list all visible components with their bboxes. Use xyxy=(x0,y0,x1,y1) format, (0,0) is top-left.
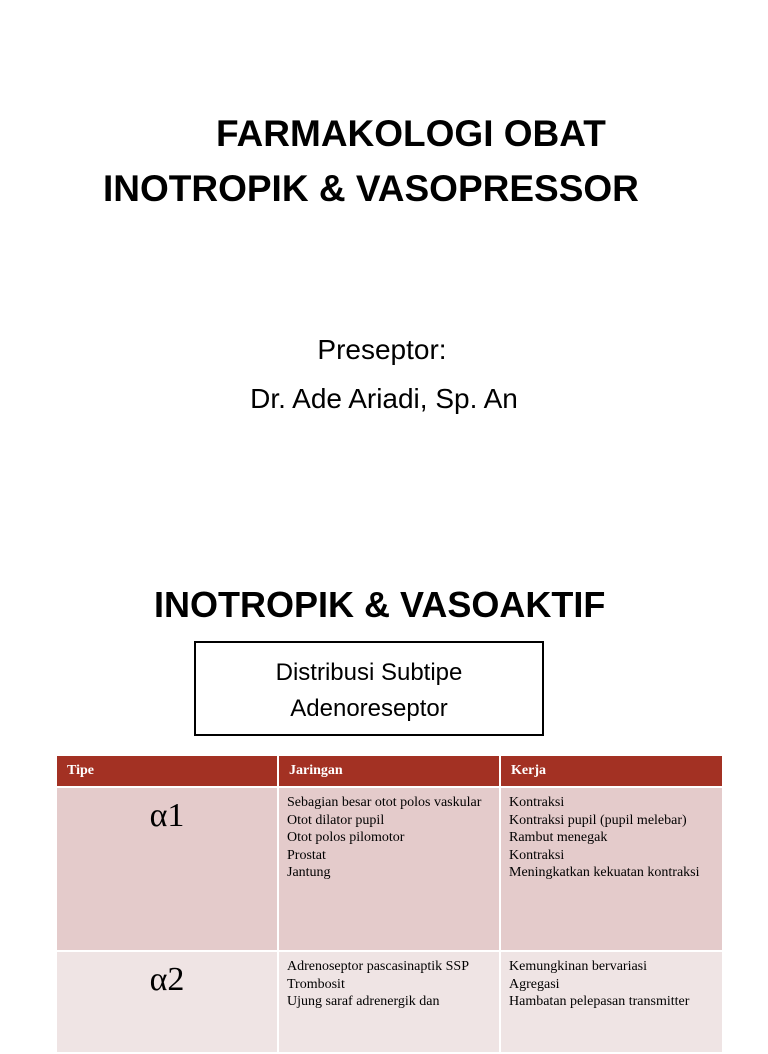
kerja-item: Hambatan pelepasan transmitter xyxy=(509,994,690,1009)
header-tipe: Tipe xyxy=(57,756,277,786)
header-jaringan: Jaringan xyxy=(279,756,499,786)
title-line-2: INOTROPIK & VASOPRESSOR xyxy=(103,168,639,209)
kerja-item: Kontraksi xyxy=(509,795,565,810)
kerja-item: Kontraksi pupil (pupil melebar) xyxy=(509,812,687,828)
subtitle-line-1: Distribusi Subtipe xyxy=(275,659,463,686)
jaringan-item: Sebagian besar otot polos vaskular xyxy=(287,795,482,810)
jaringan-cell xyxy=(279,788,499,950)
table-row xyxy=(57,952,722,1052)
jaringan-item: Trombosit xyxy=(287,976,345,992)
kerja-item: Kontraksi xyxy=(509,847,565,863)
jaringan-item: Prostat xyxy=(287,847,326,863)
kerja-item: Meningkatkan kekuatan kontraksi xyxy=(509,865,700,880)
jaringan-item: Jantung xyxy=(287,865,331,880)
kerja-item: Kemungkinan bervariasi xyxy=(509,959,648,974)
jaringan-item: Otot polos pilomotor xyxy=(287,830,405,845)
tipe-cell: α1 xyxy=(57,788,277,950)
section-heading: INOTROPIK & VASOAKTIF xyxy=(154,584,606,625)
tipe-cell: α2 xyxy=(57,952,277,1052)
preseptor-label: Preseptor: xyxy=(317,334,447,365)
kerja-cell xyxy=(501,952,722,1052)
subtitle-line-2: Adenoreseptor xyxy=(290,695,448,722)
table-header-row xyxy=(57,756,722,786)
title-line-1: FARMAKOLOGI OBAT xyxy=(216,113,606,154)
kerja-cell xyxy=(501,788,722,950)
jaringan-item: Otot dilator pupil xyxy=(287,812,385,828)
kerja-item: Agregasi xyxy=(509,976,560,992)
jaringan-item: Adrenoseptor pascasinaptik SSP xyxy=(287,959,469,974)
preseptor-name: Dr. Ade Ariadi, Sp. An xyxy=(250,383,518,414)
adrenoreceptor-table xyxy=(55,754,724,1054)
jaringan-item: Ujung saraf adrenergik dan xyxy=(287,994,440,1009)
kerja-item: Rambut menegak xyxy=(509,830,608,845)
header-kerja: Kerja xyxy=(501,756,722,786)
table-row xyxy=(57,788,722,950)
jaringan-cell xyxy=(279,952,499,1052)
subtitle-box xyxy=(194,641,544,736)
